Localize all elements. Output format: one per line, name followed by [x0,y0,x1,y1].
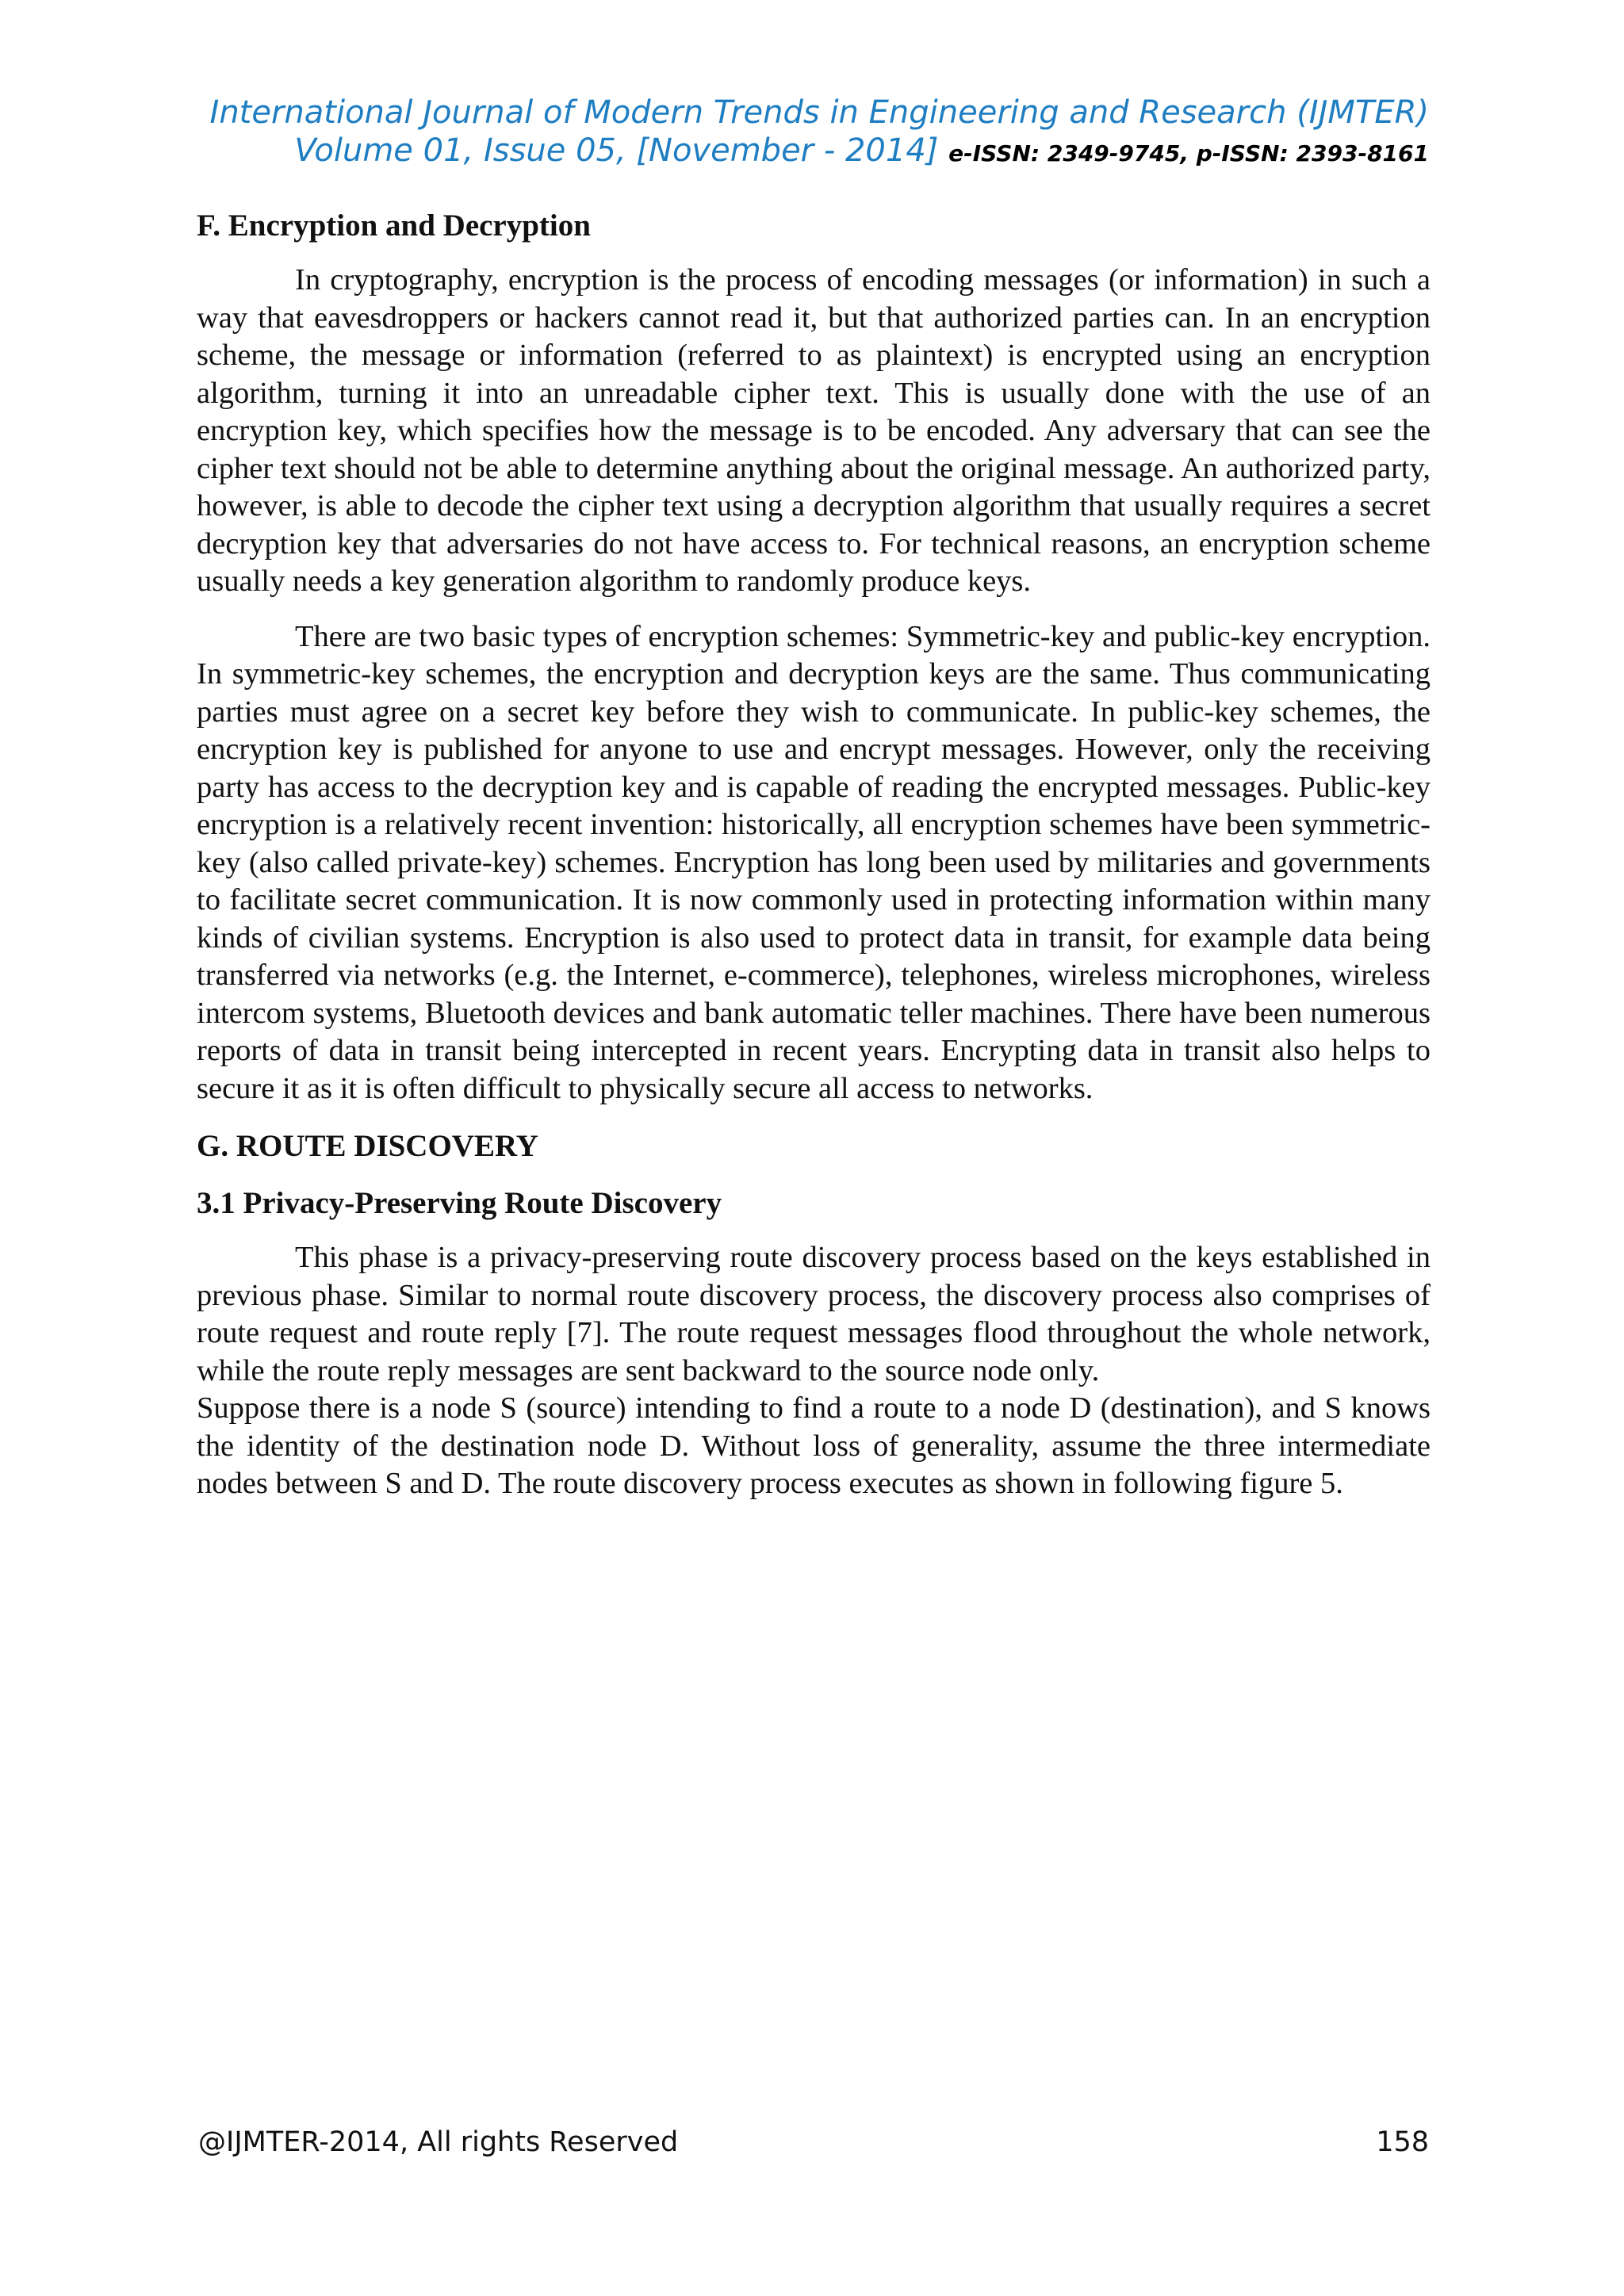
journal-header [198,94,1429,173]
section-g-paragraph-1: This phase is a privacy-preserving route discovery process based on the keys established in previous phase. Similar to normal route discovery process, the discovery process also comprises of route request and route reply [7]. The route request messages flood throughout the whole network, while the route reply messages are sent backward to the source node only. [197,1241,1431,1387]
section-f-paragraph-1: In cryptography, encryption is the process of encoding messages (or information) in such a way that eavesdroppers or hackers cannot read it, but that authorized parties can. In an encryption scheme, the message or information (referred to as plaintext) is encrypted using an encryption algorithm, turning it into an unreadable cipher text. This is usually done with the use of an encryption key, which specifies how the message is to be encoded. Any adversary that can see the cipher text should not be able to determine anything about the original message. An authorized party, however, is able to decode the cipher text using a decryption algorithm that usually requires a secret decryption key that adversaries do not have access to. For technical reasons, an encryption scheme usually needs a key generation algorithm to randomly produce keys. [197,263,1431,598]
journal-title: International Journal of Modern Trends in Engineering and Research (IJMTER) [209,94,1429,131]
section-f-heading: F. Encryption and Decryption [197,209,591,243]
section-g-heading: G. ROUTE DISCOVERY [197,1129,538,1163]
copyright-notice: @IJMTER-2014, All rights Reserved [198,2126,679,2158]
journal-volume-line [198,132,1429,173]
section-g-paragraph-2: Suppose there is a node S (source) intending to find a route to a node D (destination), and S knows the identity of the destination node D. Without loss of generality, assume the three intermediate nodes between S and D. The route discovery process executes as shown in following figure 5. [197,1391,1431,1500]
main-content [197,205,1431,1503]
section-f-paragraph-2: There are two basic types of encryption schemes: Symmetric-key and public-key encryption. In symmetric-key schemes, the encryption and decryption keys are the same. Thus communicating parties must agree on a secret key before they wish to communicate. In public-key schemes, the encryption key is published for anyone to use and encrypt messages. However, only the receiving party has access to the decryption key and is capable of reading the encrypted messages. Public-key encryption is a relatively recent invention: historically, all encryption schemes have been symmetric-key (also called private-key) schemes. Encryption has long been used by militaries and governments to facilitate secret communication. It is now commonly used in protecting information within many kinds of civilian systems. Encryption is also used to protect data in transit, for example data being transferred via networks (e.g. the Internet, e-commerce), telephones, wireless microphones, wireless intercom systems, Bluetooth devices and bank automatic teller machines. There have been numerous reports of data in transit being intercepted in recent years. Encrypting data in transit also helps to secure it as it is often difficult to physically secure all access to networks. [197,619,1431,1105]
subsection-3-1-heading: 3.1 Privacy-Preserving Route Discovery [197,1186,722,1220]
page-number: 158 [1376,2126,1429,2158]
journal-issn: e-ISSN: 2349-9745, p-ISSN: 2393-8161 [948,140,1429,166]
journal-volume: Volume 01, Issue 05, [November - 2014] [294,132,939,169]
